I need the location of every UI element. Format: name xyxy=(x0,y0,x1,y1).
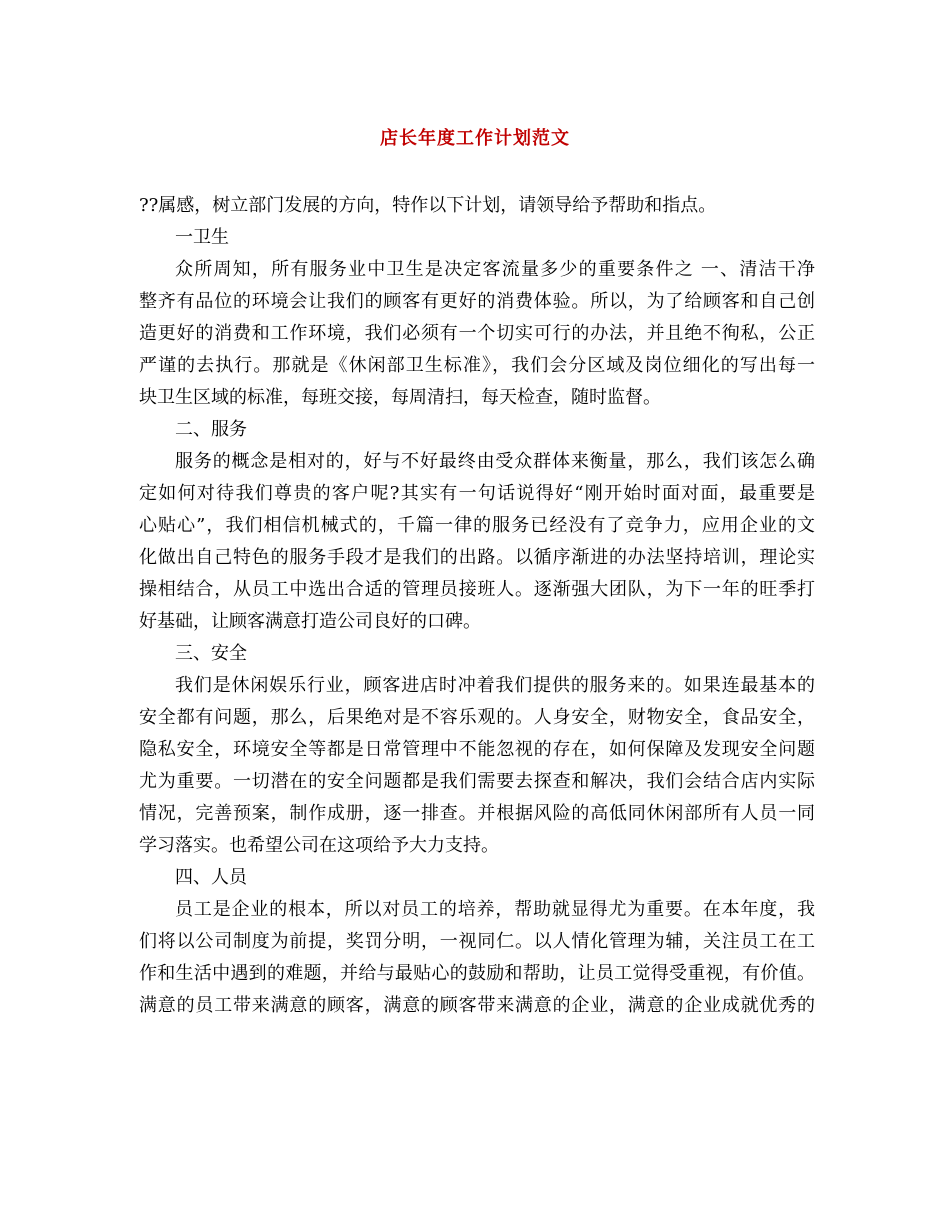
body-line: 服务的概念是相对的，好与不好最终由受众群体来衡量，那么，我们该怎么确 xyxy=(175,451,815,472)
section-heading-service: 二、服务 xyxy=(175,419,247,440)
body-line: 员工是企业的根本，所以对员工的培养，帮助就显得尤为重要。在本年度，我 xyxy=(175,899,815,920)
body-line: 隐私安全，环境安全等都是日常管理中不能忽视的存在，如何保障及发现安全问题 xyxy=(139,739,815,760)
body-line: 众所周知，所有服务业中卫生是决定客流量多少的重要条件之 一、清洁干净 xyxy=(175,259,815,280)
body-line: 尤为重要。一切潜在的安全问题都是我们需要去探查和解决，我们会结合店内实际 xyxy=(139,771,815,792)
body-line: 定如何对待我们尊贵的客户呢?其实有一句话说得好“刚开始时面对面，最重要是 xyxy=(139,483,815,504)
section-heading-hygiene: 一卫生 xyxy=(175,227,229,248)
body-line: 心贴心”，我们相信机械式的，千篇一律的服务已经没有了竞争力，应用企业的文 xyxy=(139,515,815,536)
body-line: 作和生活中遇到的难题，并给与最贴心的鼓励和帮助，让员工觉得受重视，有价值。 xyxy=(139,963,815,984)
body-line: 情况，完善预案，制作成册，逐一排查。并根据风险的高低同休闲部所有人员一同 xyxy=(139,803,815,824)
section-heading-staff: 四、人员 xyxy=(175,867,247,888)
body-line: 好基础，让顾客满意打造公司良好的口碑。 xyxy=(139,611,481,632)
body-line: 满意的员工带来满意的顾客，满意的顾客带来满意的企业，满意的企业成就优秀的 xyxy=(139,995,815,1016)
section-heading-safety: 三、安全 xyxy=(175,643,247,664)
body-line: 严谨的去执行。那就是《休闲部卫生标准》，我们会分区域及岗位细化的写出每一 xyxy=(139,355,815,376)
body-line: 操相结合，从员工中选出合适的管理员接班人。逐渐强大团队，为下一年的旺季打 xyxy=(139,579,815,600)
document-title: 店长年度工作计划范文 xyxy=(380,128,570,149)
body-line: 我们是休闲娱乐行业，顾客进店时冲着我们提供的服务来的。如果连最基本的 xyxy=(175,675,815,696)
body-line: 整齐有品位的环境会让我们的顾客有更好的消费体验。所以，为了给顾客和自己创 xyxy=(139,291,815,312)
body-line: 安全都有问题，那么，后果绝对是不容乐观的。人身安全，财物安全，食品安全， xyxy=(139,707,815,728)
document-body xyxy=(139,190,815,1022)
body-line: ??属感，树立部门发展的方向，特作以下计划，请领导给予帮助和指点。 xyxy=(139,195,717,216)
body-line: 化做出自己特色的服务手段才是我们的出路。以循序渐进的办法坚持培训，理论实 xyxy=(139,547,815,568)
body-line: 造更好的消费和工作环境，我们必须有一个切实可行的办法，并且绝不徇私，公正 xyxy=(139,323,815,344)
body-line: 学习落实。也希望公司在这项给予大力支持。 xyxy=(139,835,499,856)
body-line: 们将以公司制度为前提，奖罚分明，一视同仁。以人情化管理为辅，关注员工在工 xyxy=(139,931,815,952)
body-line: 块卫生区域的标准，每班交接，每周清扫，每天检查，随时监督。 xyxy=(139,387,661,408)
